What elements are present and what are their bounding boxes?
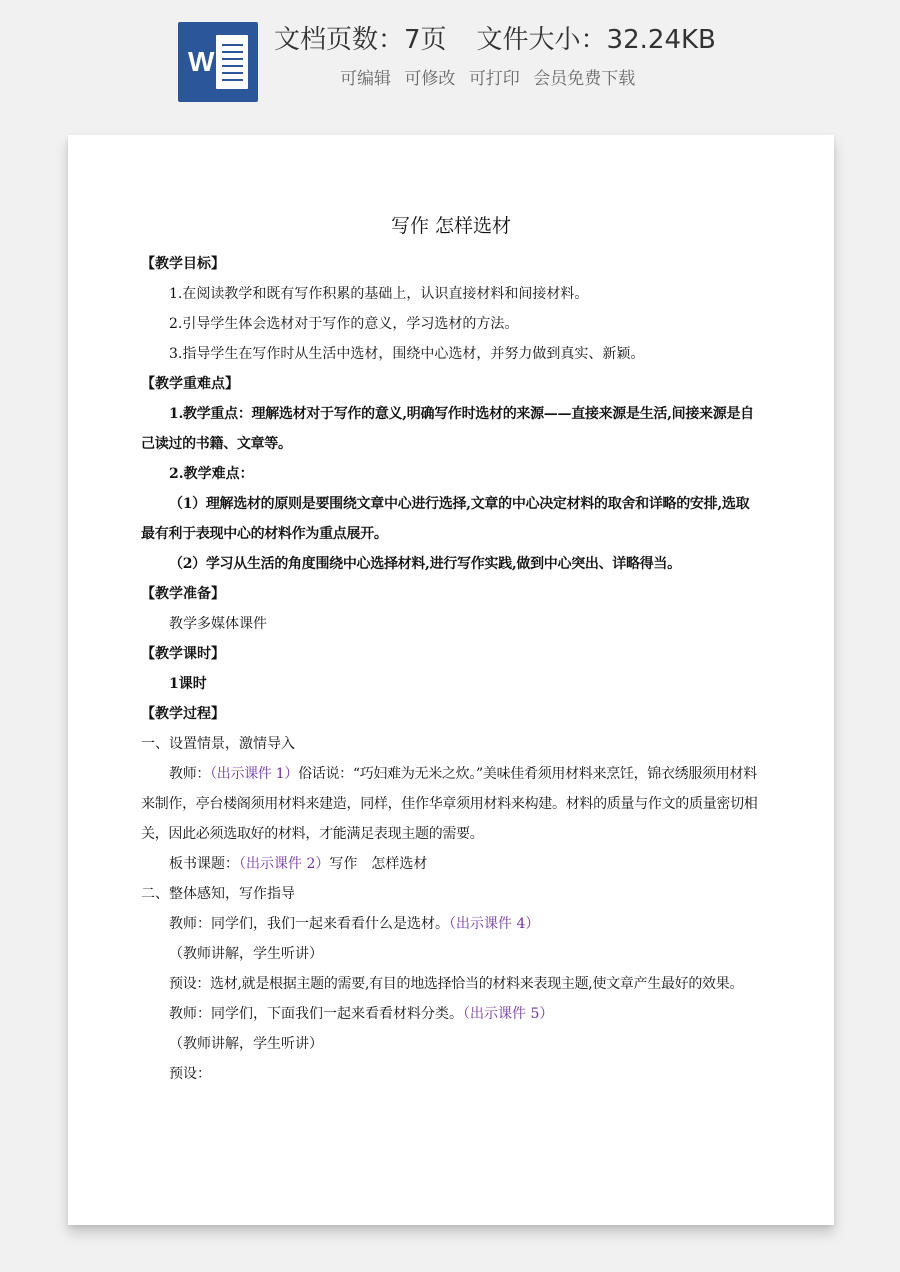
heading-preparation: 【教学准备】 [141, 586, 225, 602]
teacher-note-1: （教师讲解，学生听讲） [169, 946, 323, 962]
preparation-text: 教学多媒体课件 [169, 616, 267, 632]
preset-definition: 预设：选材,就是根据主题的需要,有目的地选择恰当的材料来表现主题,使文章产生最好的效果。 [169, 976, 744, 992]
download-banner [0, 0, 900, 120]
section-1-heading: 一、设置情景，激情导入 [141, 736, 295, 752]
key-point-2: 2.教学难点： [169, 466, 254, 482]
key-point-2b: （2）学习从生活的角度围绕中心选择材料,进行写作实践,做到中心突出、详略得当。 [169, 556, 681, 572]
teacher-line-4: 教师：同学们，我们一起来看看什么是选材。（出示课件 4） [169, 916, 540, 932]
board-title-line: 板书课题：（出示课件 2）写作 怎样选材 [169, 856, 428, 872]
courseware-ref-1: （出示课件 1） [210, 766, 299, 782]
courseware-ref-2: （出示课件 2） [239, 856, 330, 872]
key-point-1: 1.教学重点：理解选材对于写作的意义,明确写作时选材的来源——直接来源是生活,间接来源是自己读过的书籍、文章等。 [141, 406, 754, 452]
goal-item-3: 3.指导学生在写作时从生活中选材，围绕中心选材，并努力做到真实、新颖。 [169, 346, 645, 362]
preset-label: 预设： [169, 1066, 211, 1082]
heading-lesson-time: 【教学课时】 [141, 646, 225, 662]
heading-goals: 【教学目标】 [141, 256, 225, 272]
document-meta [274, 20, 716, 60]
teacher-note-2: （教师讲解，学生听讲） [169, 1036, 323, 1052]
goal-item-2: 2.引导学生体会选材对于写作的意义，学习选材的方法。 [169, 316, 519, 332]
key-point-2a: （1）理解选材的原则是要围绕文章中心进行选择,文章的中心决定材料的取舍和详略的安排,选取最有利于表现中心的材料作为重点展开。 [141, 496, 750, 542]
word-document-icon: W [178, 22, 258, 102]
courseware-ref-5: （出示课件 5） [463, 1006, 554, 1022]
feature-member-download: 会员免费下载 [533, 69, 636, 89]
lesson-time-text: 1课时 [169, 676, 207, 692]
section-1-paragraph: 教师：（出示课件 1）俗话说：“巧妇难为无米之炊。”美味佳肴须用材料来烹饪，锦衣绣服须用材料来制作，亭台楼阁须用材料来建造，同样，佳作华章须用材料来构建。材料的质量与作文的质量密切相关，因此必须选取好的材料，才能满足表现主题的需要。 [141, 766, 758, 842]
feature-editable: 可编辑 [340, 69, 391, 89]
page-count: 文档页数：7页 [274, 25, 447, 55]
document-title: 写作 怎样选材 [390, 215, 512, 237]
goal-item-1: 1.在阅读教学和既有写作积累的基础上，认识直接材料和间接材料。 [169, 286, 589, 302]
heading-process: 【教学过程】 [141, 706, 225, 722]
feature-list [340, 66, 643, 92]
courseware-ref-4: （出示课件 4） [449, 916, 540, 932]
document-body [141, 211, 761, 1089]
feature-printable: 可打印 [468, 69, 520, 89]
document-page [68, 135, 834, 1225]
heading-key-points: 【教学重难点】 [141, 376, 239, 392]
teacher-line-5: 教师：同学们，下面我们一起来看看材料分类。（出示课件 5） [169, 1006, 554, 1022]
section-2-heading: 二、整体感知，写作指导 [141, 886, 295, 902]
file-size: 文件大小：32.24KB [476, 25, 716, 55]
feature-modifiable: 可修改 [404, 69, 456, 89]
